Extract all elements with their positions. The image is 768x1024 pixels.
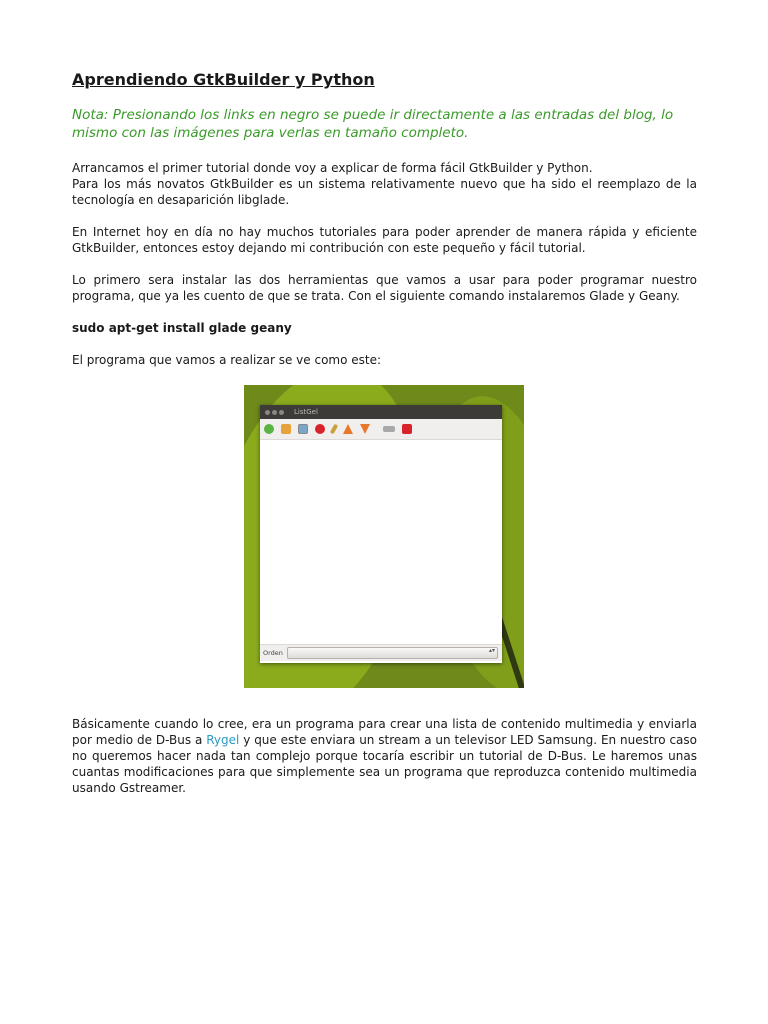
document-page-lower — [72, 716, 697, 796]
stop-icon — [315, 424, 325, 434]
install-command: sudo apt-get install glade geany — [72, 321, 292, 335]
chevron-down-icon: ▴▾ — [488, 647, 495, 654]
close-icon — [265, 410, 270, 415]
app-window — [260, 405, 502, 663]
power-icon — [402, 424, 412, 434]
volume-icon — [383, 426, 395, 432]
program-screenshot-image[interactable] — [244, 385, 524, 688]
rygel-link[interactable]: Rygel — [206, 733, 240, 747]
note-text: Nota: Presionando los links en negro se puede ir directamente a las entradas del blog, lo mismo con las imágenes para verlas en tamaño completo. — [72, 107, 674, 141]
window-titlebar — [260, 405, 502, 419]
window-toolbar — [260, 419, 502, 440]
page-title: Aprendiendo GtkBuilder y Python — [72, 70, 375, 89]
paragraph-intro-1: Arrancamos el primer tutorial donde voy a explicar de forma fácil GtkBuilder y Python. — [72, 161, 593, 175]
order-label: Orden — [263, 649, 283, 657]
description-text-start: Básicamente cuando lo cree, era un programa para crear una lista de contenido multimedia y enviarla por medio de D-Bus a — [72, 717, 697, 747]
paragraph-internet: En Internet hoy en día no hay muchos tutoriales para poder aprender de manera rápida y eficiente GtkBuilder, entonces estoy dejando mi contribución con este pequeño y fácil tutorial. — [72, 225, 697, 255]
order-bar — [260, 644, 502, 661]
minimize-icon — [272, 410, 277, 415]
maximize-icon — [279, 410, 284, 415]
paragraph-description — [72, 716, 697, 796]
window-title: ListGel — [294, 408, 318, 416]
paragraph-intro-2: Para los más novatos GtkBuilder es un sistema relativamente nuevo que ha sido el reemplazo de la tecnología en desaparición libglade. — [72, 177, 697, 207]
arrow-up-icon — [343, 424, 353, 434]
paragraph-program: El programa que vamos a realizar se ve como este: — [72, 353, 382, 367]
media-list — [260, 440, 502, 640]
document-page — [72, 68, 697, 368]
folder-icon — [281, 424, 291, 434]
arrow-down-icon — [360, 424, 370, 434]
broom-icon — [330, 424, 338, 435]
order-combo — [287, 647, 498, 659]
image-icon — [298, 424, 308, 434]
add-icon — [264, 424, 274, 434]
paragraph-install: Lo primero sera instalar las dos herramientas que vamos a usar para poder programar nuestro programa, que ya les cuento de que se trata. Con el siguiente comando instalaremos Glade y Geany. — [72, 273, 697, 303]
description-text-end: y que este enviara un stream a un televisor LED Samsung. En nuestro caso no queremos hacer nada tan complejo porque tocaría escribir un tutorial de D-Bus. Le haremos unas cuantas modificaciones para que simplemente sea un programa que reproduzca contenido multimedia usando Gstreamer. — [72, 733, 697, 795]
